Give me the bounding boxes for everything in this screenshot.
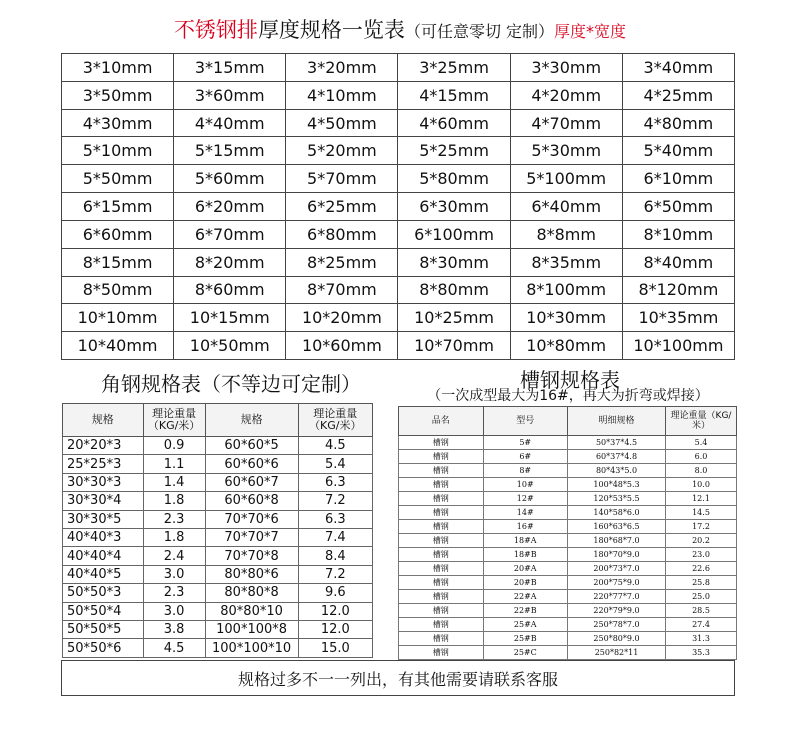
channel-cell: 28.5 — [666, 604, 737, 618]
channel-row — [399, 492, 737, 506]
channel-cell: 180*68*7.0 — [568, 534, 666, 548]
angle-cell: 60*60*8 — [205, 492, 298, 510]
thickness-spec-table — [61, 53, 735, 360]
title-note: （可任意零切 定制） — [404, 22, 555, 41]
channel-cell: 槽钢 — [399, 520, 484, 534]
angle-cell: 3.0 — [143, 565, 205, 583]
main-cell: 4*15mm — [398, 81, 510, 109]
angle-row — [63, 473, 373, 491]
channel-steel-subtitle: （一次成型最大为16#，再大为折弯或焊接） — [427, 388, 709, 404]
angle-row — [63, 455, 373, 473]
channel-cell: 槽钢 — [399, 506, 484, 520]
channel-cell: 14# — [483, 506, 568, 520]
angle-cell: 1.4 — [143, 473, 205, 491]
main-cell: 4*60mm — [398, 109, 510, 137]
angle-cell: 6.3 — [298, 510, 372, 528]
main-cell: 5*50mm — [62, 165, 174, 193]
channel-row — [399, 464, 737, 478]
footer-note: 规格过多不一一列出，有其他需要请联系客服 — [61, 660, 735, 696]
channel-cell: 220*77*7.0 — [568, 590, 666, 604]
channel-cell: 25#C — [483, 646, 568, 660]
channel-header-spec: 明细规格 — [568, 407, 666, 436]
angle-header-spec: 规格 — [63, 404, 144, 437]
main-row — [62, 276, 735, 304]
channel-cell: 200*73*7.0 — [568, 562, 666, 576]
channel-cell: 22#B — [483, 604, 568, 618]
channel-cell: 22.6 — [666, 562, 737, 576]
channel-cell: 8.0 — [666, 464, 737, 478]
angle-row — [63, 492, 373, 510]
angle-cell: 4.5 — [143, 639, 205, 658]
channel-cell: 20.2 — [666, 534, 737, 548]
angle-cell: 30*30*5 — [63, 510, 144, 528]
angle-row — [63, 621, 373, 639]
main-cell: 8*120mm — [622, 276, 734, 304]
angle-steel-table — [62, 403, 373, 658]
angle-cell: 2.3 — [143, 584, 205, 602]
main-row — [62, 220, 735, 248]
angle-cell: 60*60*5 — [205, 437, 298, 455]
angle-cell: 80*80*6 — [205, 565, 298, 583]
channel-cell: 22#A — [483, 590, 568, 604]
angle-cell: 50*50*4 — [63, 602, 144, 620]
channel-cell: 槽钢 — [399, 590, 484, 604]
main-cell: 3*15mm — [174, 54, 286, 82]
channel-cell: 槽钢 — [399, 646, 484, 660]
main-cell: 6*70mm — [174, 220, 286, 248]
channel-cell: 160*63*6.5 — [568, 520, 666, 534]
main-cell: 10*50mm — [174, 332, 286, 360]
channel-row — [399, 632, 737, 646]
main-cell: 6*80mm — [286, 220, 398, 248]
main-cell: 8*30mm — [398, 248, 510, 276]
channel-row — [399, 548, 737, 562]
channel-cell: 10# — [483, 478, 568, 492]
main-cell: 6*60mm — [62, 220, 174, 248]
angle-row — [63, 602, 373, 620]
angle-header-weight: 理论重量 （KG/米） — [143, 404, 205, 437]
angle-cell: 2.3 — [143, 510, 205, 528]
channel-cell: 12.1 — [666, 492, 737, 506]
angle-cell: 40*40*4 — [63, 547, 144, 565]
main-row — [62, 248, 735, 276]
channel-steel-table — [398, 406, 737, 660]
channel-cell: 10.0 — [666, 478, 737, 492]
angle-cell: 70*70*7 — [205, 529, 298, 547]
channel-cell: 槽钢 — [399, 618, 484, 632]
main-cell: 8*35mm — [510, 248, 622, 276]
angle-cell: 80*80*8 — [205, 584, 298, 602]
channel-cell: 200*75*9.0 — [568, 576, 666, 590]
channel-row — [399, 562, 737, 576]
angle-header-weight-2: 理论重量 （KG/米） — [298, 404, 372, 437]
channel-row — [399, 590, 737, 604]
main-cell: 6*100mm — [398, 220, 510, 248]
angle-row — [63, 437, 373, 455]
main-cell: 8*60mm — [174, 276, 286, 304]
angle-row — [63, 529, 373, 547]
main-cell: 6*50mm — [622, 193, 734, 221]
main-row — [62, 332, 735, 360]
channel-cell: 6.0 — [666, 450, 737, 464]
main-cell: 10*15mm — [174, 304, 286, 332]
channel-cell: 槽钢 — [399, 548, 484, 562]
angle-cell: 60*60*6 — [205, 455, 298, 473]
main-cell: 3*60mm — [174, 81, 286, 109]
channel-cell: 27.4 — [666, 618, 737, 632]
angle-cell: 7.2 — [298, 565, 372, 583]
angle-cell: 2.4 — [143, 547, 205, 565]
channel-cell: 220*79*9.0 — [568, 604, 666, 618]
main-row — [62, 81, 735, 109]
channel-cell: 18#A — [483, 534, 568, 548]
channel-cell: 槽钢 — [399, 464, 484, 478]
angle-cell: 70*70*8 — [205, 547, 298, 565]
angle-cell: 3.8 — [143, 621, 205, 639]
angle-cell: 4.5 — [298, 437, 372, 455]
angle-cell: 1.8 — [143, 529, 205, 547]
channel-cell: 250*80*9.0 — [568, 632, 666, 646]
channel-cell: 槽钢 — [399, 436, 484, 450]
main-cell: 5*60mm — [174, 165, 286, 193]
main-cell: 3*20mm — [286, 54, 398, 82]
main-cell: 10*20mm — [286, 304, 398, 332]
main-cell: 5*10mm — [62, 137, 174, 165]
channel-cell: 槽钢 — [399, 534, 484, 548]
main-row — [62, 193, 735, 221]
angle-cell: 50*50*5 — [63, 621, 144, 639]
channel-cell: 8# — [483, 464, 568, 478]
main-cell: 10*60mm — [286, 332, 398, 360]
main-cell: 6*15mm — [62, 193, 174, 221]
channel-cell: 20#A — [483, 562, 568, 576]
angle-cell: 40*40*5 — [63, 565, 144, 583]
main-cell: 4*25mm — [622, 81, 734, 109]
main-cell: 8*8mm — [510, 220, 622, 248]
angle-row — [63, 547, 373, 565]
channel-cell: 槽钢 — [399, 604, 484, 618]
main-cell: 8*50mm — [62, 276, 174, 304]
channel-row — [399, 506, 737, 520]
main-row — [62, 165, 735, 193]
angle-cell: 9.6 — [298, 584, 372, 602]
channel-cell: 31.3 — [666, 632, 737, 646]
main-cell: 5*25mm — [398, 137, 510, 165]
angle-cell: 100*100*10 — [205, 639, 298, 658]
main-cell: 4*50mm — [286, 109, 398, 137]
main-cell: 3*10mm — [62, 54, 174, 82]
channel-cell: 17.2 — [666, 520, 737, 534]
main-cell: 6*10mm — [622, 165, 734, 193]
channel-cell: 20#B — [483, 576, 568, 590]
channel-steel-title: 槽钢规格表 — [520, 368, 620, 392]
main-cell: 3*25mm — [398, 54, 510, 82]
channel-cell: 25#B — [483, 632, 568, 646]
channel-cell: 250*78*7.0 — [568, 618, 666, 632]
main-cell: 3*30mm — [510, 54, 622, 82]
channel-row — [399, 450, 737, 464]
channel-cell: 100*48*5.3 — [568, 478, 666, 492]
main-cell: 3*50mm — [62, 81, 174, 109]
angle-cell: 12.0 — [298, 621, 372, 639]
main-cell: 4*30mm — [62, 109, 174, 137]
main-cell: 10*100mm — [622, 332, 734, 360]
title-product: 不锈钢排 — [173, 18, 258, 42]
main-cell: 5*20mm — [286, 137, 398, 165]
main-cell: 8*25mm — [286, 248, 398, 276]
main-cell: 6*40mm — [510, 193, 622, 221]
channel-cell: 18#B — [483, 548, 568, 562]
main-row — [62, 109, 735, 137]
channel-cell: 槽钢 — [399, 478, 484, 492]
channel-row — [399, 436, 737, 450]
channel-row — [399, 520, 737, 534]
main-cell: 5*30mm — [510, 137, 622, 165]
angle-cell: 70*70*6 — [205, 510, 298, 528]
title-dimension-hint: 厚度*宽度 — [554, 22, 627, 41]
channel-row — [399, 534, 737, 548]
angle-row — [63, 584, 373, 602]
angle-cell: 25*25*3 — [63, 455, 144, 473]
main-cell: 10*30mm — [510, 304, 622, 332]
main-cell: 4*10mm — [286, 81, 398, 109]
channel-header-weight: 理论重量（KG/ 米） — [666, 407, 737, 436]
main-row — [62, 137, 735, 165]
channel-cell: 35.3 — [666, 646, 737, 660]
channel-header-name: 品名 — [399, 407, 484, 436]
channel-cell: 槽钢 — [399, 576, 484, 590]
channel-row — [399, 604, 737, 618]
main-cell: 6*30mm — [398, 193, 510, 221]
channel-cell: 14.5 — [666, 506, 737, 520]
page-title — [0, 14, 800, 44]
main-row — [62, 54, 735, 82]
angle-row — [63, 510, 373, 528]
angle-cell: 1.1 — [143, 455, 205, 473]
main-cell: 8*20mm — [174, 248, 286, 276]
main-cell: 4*80mm — [622, 109, 734, 137]
channel-cell: 23.0 — [666, 548, 737, 562]
channel-cell: 80*43*5.0 — [568, 464, 666, 478]
main-cell: 5*15mm — [174, 137, 286, 165]
main-cell: 10*80mm — [510, 332, 622, 360]
channel-cell: 6# — [483, 450, 568, 464]
main-cell: 8*80mm — [398, 276, 510, 304]
angle-cell: 7.2 — [298, 492, 372, 510]
main-cell: 6*20mm — [174, 193, 286, 221]
main-cell: 4*40mm — [174, 109, 286, 137]
angle-cell: 0.9 — [143, 437, 205, 455]
main-cell: 6*25mm — [286, 193, 398, 221]
angle-cell: 12.0 — [298, 602, 372, 620]
main-cell: 5*40mm — [622, 137, 734, 165]
channel-cell: 25.8 — [666, 576, 737, 590]
channel-cell: 12# — [483, 492, 568, 506]
channel-cell: 25#A — [483, 618, 568, 632]
channel-cell: 槽钢 — [399, 450, 484, 464]
channel-cell: 140*58*6.0 — [568, 506, 666, 520]
main-cell: 10*70mm — [398, 332, 510, 360]
channel-cell: 16# — [483, 520, 568, 534]
title-main: 厚度规格一览表 — [257, 18, 405, 42]
main-cell: 8*70mm — [286, 276, 398, 304]
angle-header-spec-2: 规格 — [205, 404, 298, 437]
angle-cell: 15.0 — [298, 639, 372, 658]
main-cell: 5*70mm — [286, 165, 398, 193]
angle-cell: 40*40*3 — [63, 529, 144, 547]
main-cell: 10*25mm — [398, 304, 510, 332]
channel-cell: 250*82*11 — [568, 646, 666, 660]
angle-cell: 3.0 — [143, 602, 205, 620]
angle-cell: 1.8 — [143, 492, 205, 510]
angle-cell: 6.3 — [298, 473, 372, 491]
main-cell: 10*10mm — [62, 304, 174, 332]
main-cell: 8*15mm — [62, 248, 174, 276]
angle-cell: 30*30*3 — [63, 473, 144, 491]
channel-row — [399, 646, 737, 660]
channel-cell: 5# — [483, 436, 568, 450]
channel-cell: 60*37*4.8 — [568, 450, 666, 464]
channel-cell: 50*37*4.5 — [568, 436, 666, 450]
angle-cell: 100*100*8 — [205, 621, 298, 639]
main-cell: 8*10mm — [622, 220, 734, 248]
main-cell: 4*20mm — [510, 81, 622, 109]
main-row — [62, 304, 735, 332]
angle-cell: 80*80*10 — [205, 602, 298, 620]
main-cell: 5*100mm — [510, 165, 622, 193]
main-cell: 5*80mm — [398, 165, 510, 193]
channel-cell: 120*53*5.5 — [568, 492, 666, 506]
main-cell: 8*40mm — [622, 248, 734, 276]
main-cell: 4*70mm — [510, 109, 622, 137]
channel-cell: 25.0 — [666, 590, 737, 604]
channel-cell: 槽钢 — [399, 562, 484, 576]
channel-cell: 槽钢 — [399, 492, 484, 506]
angle-cell: 8.4 — [298, 547, 372, 565]
main-cell: 8*100mm — [510, 276, 622, 304]
channel-cell: 5.4 — [666, 436, 737, 450]
angle-cell: 5.4 — [298, 455, 372, 473]
main-cell: 10*40mm — [62, 332, 174, 360]
angle-row — [63, 565, 373, 583]
main-cell: 3*40mm — [622, 54, 734, 82]
angle-cell: 50*50*6 — [63, 639, 144, 658]
angle-steel-title: 角钢规格表（不等边可定制） — [101, 372, 361, 396]
channel-cell: 180*70*9.0 — [568, 548, 666, 562]
channel-header-model: 型号 — [483, 407, 568, 436]
angle-cell: 60*60*7 — [205, 473, 298, 491]
angle-cell: 7.4 — [298, 529, 372, 547]
channel-row — [399, 478, 737, 492]
channel-row — [399, 576, 737, 590]
channel-row — [399, 618, 737, 632]
angle-row — [63, 639, 373, 658]
main-cell: 10*35mm — [622, 304, 734, 332]
channel-cell: 槽钢 — [399, 632, 484, 646]
angle-cell: 50*50*3 — [63, 584, 144, 602]
angle-cell: 20*20*3 — [63, 437, 144, 455]
angle-cell: 30*30*4 — [63, 492, 144, 510]
